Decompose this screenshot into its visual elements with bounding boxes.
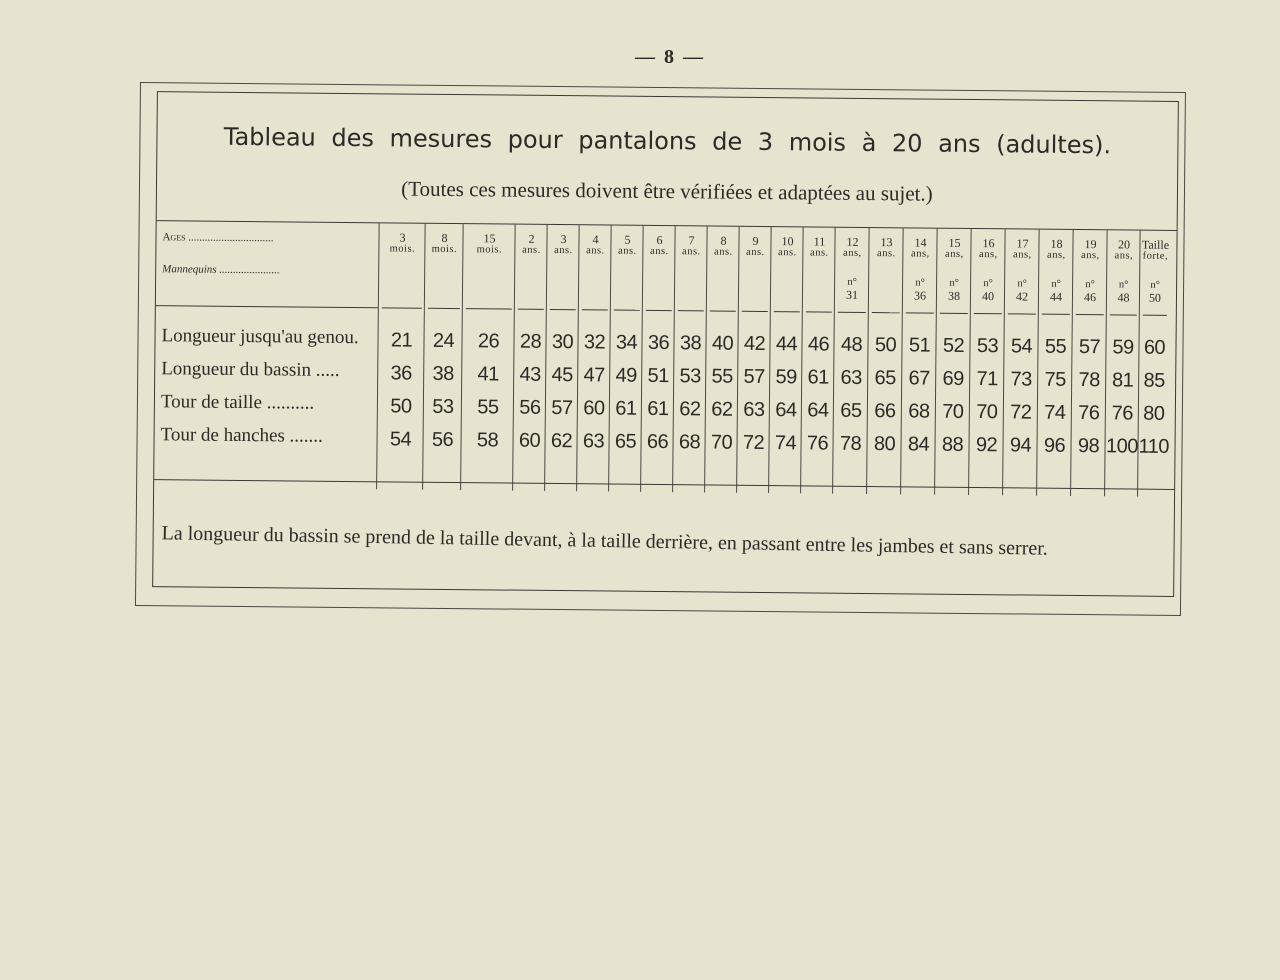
table-cell: 74 — [774, 432, 797, 455]
column-age-value: 12 — [846, 234, 859, 249]
column-size — [835, 276, 869, 302]
table-column — [640, 226, 676, 492]
table-column — [1036, 230, 1074, 496]
table-cell: 59 — [775, 366, 797, 389]
column-age-unit: ans. — [778, 247, 797, 259]
table-cell: 57 — [551, 396, 573, 420]
column-age-unit: mois. — [431, 243, 458, 256]
column-age — [1005, 237, 1039, 261]
table-cell: 63 — [840, 366, 862, 389]
table-cell: 72 — [742, 431, 765, 455]
column-header-rule — [646, 310, 672, 311]
table-column — [900, 228, 938, 494]
table-cell: 76 — [1078, 402, 1100, 425]
column-age — [515, 233, 547, 257]
table-frame-inner — [152, 91, 1179, 597]
column-header-rule — [614, 310, 640, 311]
table-cell: 65 — [874, 367, 896, 390]
table-cell: 85 — [1143, 369, 1165, 392]
table-cell: 53 — [976, 335, 999, 358]
table-columns — [376, 223, 1177, 497]
column-age — [739, 235, 771, 259]
table-cell: 98 — [1077, 435, 1100, 458]
table-cell: 21 — [390, 329, 413, 352]
row-label: Tour de taille .......... — [160, 391, 315, 414]
column-age-unit: ans. — [554, 244, 573, 257]
table-cell: 68 — [678, 431, 701, 454]
page-number: — 8 — — [635, 46, 705, 68]
table-cell: 34 — [615, 331, 638, 354]
table-cell: 64 — [807, 399, 829, 422]
column-age — [1107, 238, 1140, 262]
column-age-value: 6 — [656, 232, 663, 248]
column-header-rule — [974, 313, 1002, 314]
table-cell: 59 — [1112, 336, 1134, 359]
table-cell: 69 — [942, 367, 964, 390]
table-cell: 81 — [1111, 369, 1134, 392]
table-column — [576, 225, 612, 491]
column-header-rule — [1143, 315, 1167, 316]
column-age — [771, 235, 803, 259]
column-age — [937, 237, 971, 261]
table-cell: 38 — [432, 362, 454, 386]
column-age-unit: ans, — [1013, 249, 1032, 261]
table-column — [934, 229, 972, 495]
column-age-value: 2 — [528, 231, 535, 246]
table-cell: 57 — [743, 365, 765, 389]
column-header-rule — [582, 309, 608, 310]
table-cell: 51 — [647, 364, 669, 388]
column-age-value: 14 — [914, 235, 927, 250]
size-value: 48 — [1117, 290, 1130, 305]
column-age-unit: ans. — [650, 245, 669, 258]
column-age-value: 18 — [1050, 236, 1063, 251]
column-age — [1140, 239, 1170, 263]
column-age — [1073, 238, 1107, 262]
column-age-value: 5 — [624, 232, 631, 247]
table-cell: 68 — [908, 400, 930, 423]
column-age-unit: ans, — [1114, 250, 1134, 262]
table-cell: 55 — [1044, 335, 1067, 358]
column-age-value: 7 — [688, 233, 695, 248]
column-age-unit: ans, — [843, 247, 862, 259]
column-age — [611, 234, 643, 258]
column-age-value: 9 — [752, 233, 759, 248]
column-size — [903, 276, 937, 302]
table-cell: 70 — [976, 401, 998, 424]
column-age-unit: ans, — [945, 248, 964, 260]
table-cell: 76 — [1111, 402, 1134, 425]
column-size — [1039, 278, 1073, 304]
column-age-value: 4 — [592, 232, 599, 247]
table-cell: 63 — [582, 430, 605, 453]
table-cell: 42 — [743, 332, 766, 356]
column-age-value: 20 — [1117, 237, 1131, 252]
column-age — [903, 236, 937, 260]
column-age-value: 15 — [483, 231, 496, 246]
column-header-rule — [940, 313, 968, 314]
table-cell: 58 — [476, 429, 499, 452]
table-cell: 65 — [614, 430, 637, 453]
row-label: Tour de hanches ....... — [160, 424, 323, 447]
table-cell: 41 — [477, 363, 499, 386]
column-header-rule — [838, 312, 866, 313]
column-age — [1039, 238, 1073, 262]
column-age-unit: ans. — [586, 245, 605, 257]
table-cell: 63 — [743, 398, 765, 422]
size-prefix: n° — [847, 276, 857, 288]
column-age — [869, 236, 903, 260]
column-age-value: 13 — [880, 235, 893, 250]
column-header-rule — [678, 310, 704, 311]
column-header-rule — [806, 311, 832, 312]
column-age — [971, 237, 1005, 261]
table-cell: 44 — [775, 333, 798, 356]
column-age-unit: mois. — [389, 243, 416, 255]
table-cell: 50 — [874, 334, 897, 357]
column-age — [379, 231, 425, 255]
column-age — [707, 234, 739, 258]
table-column — [800, 227, 836, 493]
column-age-unit: ans, — [1081, 250, 1100, 262]
column-header-rule — [382, 307, 422, 308]
size-value: 46 — [1083, 290, 1097, 305]
table-column — [1070, 230, 1108, 496]
size-value: 42 — [1015, 289, 1029, 304]
table-cell: 48 — [840, 333, 863, 356]
size-value: 40 — [981, 289, 995, 304]
table-column — [866, 228, 904, 494]
table-column — [832, 228, 870, 494]
column-age-value: 10 — [781, 234, 794, 249]
table-frame — [135, 82, 1186, 616]
column-header-rule — [1042, 314, 1070, 315]
size-value: 36 — [913, 288, 927, 303]
table-cell: 54 — [1010, 335, 1033, 358]
table-cell: 73 — [1010, 368, 1032, 391]
row-label: Longueur jusqu'au genou. — [161, 325, 359, 349]
table-cell: 30 — [551, 330, 574, 354]
size-prefix: n° — [949, 277, 959, 289]
column-header-rule — [906, 312, 934, 313]
column-header-rule — [518, 309, 544, 310]
table-column — [1137, 231, 1171, 497]
table-cell: 36 — [390, 362, 412, 385]
table-cell: 43 — [519, 363, 541, 386]
size-prefix: n° — [1150, 279, 1160, 291]
table-cell: 74 — [1044, 401, 1066, 424]
table-column — [768, 227, 804, 493]
column-age — [675, 234, 707, 258]
table-cell: 78 — [1078, 369, 1100, 392]
table-cell: 100 — [1106, 435, 1139, 458]
column-age-unit: ans. — [877, 248, 896, 260]
table-column — [422, 224, 464, 490]
table-subtitle: (Toutes ces mesures doivent être vérifiées et adaptées au sujet.) — [401, 176, 933, 206]
table-column — [1002, 229, 1040, 495]
table-cell: 61 — [807, 366, 829, 389]
column-age-unit: ans. — [682, 246, 701, 258]
table-cell: 28 — [519, 330, 542, 353]
column-header-rule — [1008, 313, 1036, 314]
column-header-rule — [710, 310, 736, 311]
column-age-value: Taille — [1141, 237, 1170, 252]
table-cell: 75 — [1044, 368, 1066, 391]
column-age — [579, 233, 611, 257]
column-age-unit: ans. — [746, 246, 765, 259]
table-cell: 84 — [907, 433, 930, 456]
column-header-rule — [428, 308, 460, 309]
column-age-unit: ans, — [1047, 249, 1066, 261]
table-cell: 64 — [775, 399, 797, 422]
table-cell: 38 — [679, 332, 702, 355]
column-age-value: 15 — [948, 235, 961, 250]
table-cell: 76 — [806, 432, 829, 455]
column-age-unit: forte, — [1142, 250, 1169, 262]
size-prefix: n° — [983, 278, 993, 290]
column-age-value: 16 — [982, 236, 995, 251]
table-cell: 60 — [1143, 336, 1166, 359]
size-value: 44 — [1049, 289, 1063, 304]
table-cell: 46 — [807, 333, 830, 356]
table-cell: 24 — [432, 329, 455, 353]
column-age-value: 3 — [399, 230, 406, 245]
table-cell: 70 — [942, 400, 964, 423]
column-size — [971, 277, 1005, 303]
table-cell: 60 — [583, 397, 605, 420]
column-size — [1107, 278, 1140, 304]
table-column — [512, 225, 548, 491]
column-header-rule — [774, 311, 800, 312]
column-header-rule — [1110, 314, 1137, 315]
table-cell: 40 — [711, 332, 734, 355]
table-column — [608, 226, 644, 492]
table-cell: 66 — [646, 430, 669, 454]
row-label: Longueur du bassin ..... — [161, 358, 340, 381]
table-cell: 65 — [840, 399, 862, 422]
column-size — [1005, 277, 1039, 303]
table-cell: 47 — [583, 364, 605, 387]
table-column — [460, 224, 516, 490]
table-column — [704, 226, 740, 492]
column-age-value: 19 — [1084, 237, 1097, 252]
column-age-unit: ans, — [979, 249, 998, 261]
column-age — [425, 232, 463, 256]
footnote: La longueur du bassin se prend de la taille devant, à la taille derrière, en passant entre les jambes et sans serrer. — [161, 522, 1048, 560]
table-column — [1104, 230, 1141, 496]
column-size — [1140, 279, 1170, 305]
mannequins-label: Mannequins ...................... — [162, 263, 280, 277]
size-prefix: n° — [1118, 279, 1129, 291]
table-column — [968, 229, 1006, 495]
size-prefix: n° — [915, 277, 925, 289]
table-cell: 96 — [1043, 434, 1066, 457]
table-cell: 56 — [431, 428, 454, 452]
table-cell: 62 — [679, 398, 701, 421]
table-cell: 94 — [1009, 434, 1032, 457]
table-cell: 61 — [615, 397, 637, 420]
column-age-unit: ans. — [810, 247, 829, 259]
table-cell: 36 — [647, 331, 670, 355]
table-cell: 80 — [1143, 402, 1165, 425]
table-cell: 92 — [975, 434, 998, 457]
table-cell: 53 — [679, 365, 701, 388]
column-age-unit: ans. — [714, 246, 733, 258]
column-age-value: 8 — [720, 233, 727, 248]
size-prefix: n° — [1085, 279, 1095, 291]
table-cell: 57 — [1078, 336, 1101, 359]
table-cell: 67 — [908, 367, 930, 390]
column-age-value: 17 — [1016, 236, 1029, 251]
table-cell: 62 — [711, 398, 733, 421]
column-age-unit: ans. — [618, 245, 637, 257]
table-cell: 88 — [941, 433, 964, 456]
table-cell: 78 — [839, 432, 862, 455]
table-cell: 72 — [1010, 401, 1032, 424]
column-age-unit: ans, — [911, 248, 930, 260]
column-age — [643, 234, 675, 258]
table-cell: 52 — [942, 334, 965, 357]
column-age-value: 3 — [560, 232, 567, 247]
size-value: 50 — [1148, 290, 1162, 305]
size-value: 38 — [947, 288, 961, 303]
table-cell: 26 — [477, 330, 500, 353]
column-age-value: 8 — [441, 230, 448, 245]
column-age-unit: ans. — [522, 244, 541, 256]
column-header-rule — [742, 311, 768, 312]
table-cell: 55 — [711, 365, 733, 388]
table-cell: 66 — [874, 400, 896, 423]
column-age — [463, 232, 515, 256]
table-cell: 53 — [432, 395, 454, 419]
table-cell: 50 — [390, 395, 412, 418]
column-size — [1073, 278, 1107, 304]
size-prefix: n° — [1017, 278, 1027, 290]
table-cell: 51 — [908, 334, 931, 357]
table-cell: 70 — [710, 431, 733, 454]
measurements-table — [154, 220, 1177, 497]
table-cell: 55 — [477, 396, 499, 419]
table-column — [672, 226, 708, 492]
column-age-unit: mois. — [476, 244, 503, 256]
table-column — [544, 225, 580, 491]
table-cell: 61 — [647, 397, 669, 421]
table-cell: 54 — [389, 428, 412, 451]
table-cell: 45 — [551, 363, 573, 387]
column-age — [803, 235, 835, 259]
table-column — [736, 227, 772, 493]
column-header-rule — [1076, 314, 1104, 315]
column-header-rule — [550, 309, 576, 310]
ages-label: Ages ............................... — [162, 231, 274, 245]
table-cell: 60 — [518, 429, 541, 452]
table-title: Tableau des mesures pour pantalons de 3 mois à 20 ans (adultes). — [223, 122, 1112, 160]
size-value: 31 — [845, 287, 859, 302]
column-header-rule — [466, 308, 512, 309]
table-cell: 71 — [976, 368, 998, 391]
table-cell: 110 — [1138, 435, 1170, 458]
table-cell: 32 — [583, 331, 606, 354]
table-cell: 62 — [550, 429, 573, 453]
table-cell: 56 — [519, 396, 541, 419]
column-size — [937, 277, 971, 303]
table-column — [376, 223, 426, 489]
column-age — [547, 233, 579, 257]
column-header-rule — [872, 312, 900, 313]
column-age — [835, 236, 869, 260]
table-cell: 80 — [873, 433, 896, 456]
row-labels — [154, 221, 379, 489]
table-cell: 49 — [615, 364, 637, 387]
column-age-value: 11 — [813, 234, 826, 249]
size-prefix: n° — [1051, 278, 1061, 290]
